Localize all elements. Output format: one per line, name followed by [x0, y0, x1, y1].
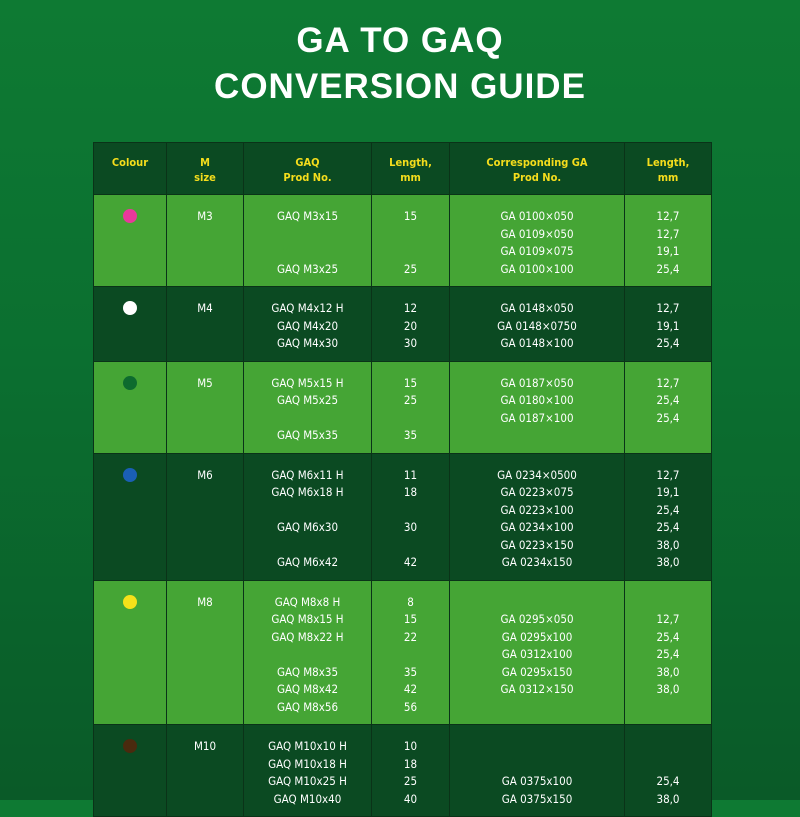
m-size-cell	[167, 725, 244, 817]
ga-prod-no-value: GA 0234×0500	[497, 467, 577, 482]
m-size-cell	[167, 361, 244, 453]
header-ga-length: Length, mm	[625, 143, 712, 195]
ga-length-value: 12,7	[656, 226, 680, 241]
gaq-prod-no-value: GAQ M5x15 H	[271, 375, 344, 390]
ga-length-value: 19,1	[656, 318, 680, 333]
gaq-prod-no-value: GAQ M10x25 H	[268, 774, 347, 788]
colour-dot	[123, 739, 137, 753]
m-size-cell	[167, 287, 244, 362]
ga-prod-no-value: GA 0234x150	[501, 555, 573, 569]
ga-prod-no-value	[450, 594, 624, 612]
gaq-length-value: 8	[407, 594, 414, 609]
gaq-length-value: 11	[403, 467, 418, 482]
gaq-length-value: 22	[403, 629, 418, 644]
ga-length-value: 25,4	[656, 520, 680, 534]
ga-length-value: 25,4	[656, 393, 680, 407]
ga-length-value: 12,7	[656, 375, 680, 390]
ga-prod-no-value: GA 0375x150	[501, 791, 573, 806]
ga-prod-no-value: GA 0312×150	[500, 682, 574, 696]
gaq-prod-no-cell	[244, 580, 372, 725]
gaq-prod-no-value: GAQ M6x30	[276, 520, 339, 534]
gaq-length-value: 56	[403, 699, 418, 714]
ga-prod-no-cell	[450, 287, 625, 362]
gaq-prod-no-value	[244, 410, 371, 428]
gaq-length-value: 25	[403, 774, 418, 788]
ga-prod-no-value	[450, 756, 624, 774]
ga-prod-no-value: GA 0375x100	[501, 774, 573, 788]
ga-length-cell	[625, 725, 712, 817]
gaq-length-value: 18	[403, 756, 418, 771]
ga-prod-no-value: GA 0223×150	[500, 537, 574, 552]
ga-length-value: 38,0	[656, 537, 680, 552]
m-size-cell	[167, 453, 244, 580]
header-m-size: M size	[167, 143, 244, 195]
gaq-prod-no-value: GAQ M6x42	[276, 555, 339, 569]
ga-prod-no-cell	[450, 195, 625, 287]
ga-length-value	[625, 699, 711, 717]
colour-cell	[94, 361, 167, 453]
gaq-prod-no-value: GAQ M8x56	[276, 699, 339, 714]
gaq-prod-no-value: GAQ M8x35	[276, 664, 339, 679]
table-row	[94, 453, 712, 580]
gaq-prod-no-value	[244, 646, 371, 664]
gaq-prod-no-value: GAQ M8x42	[276, 682, 339, 696]
gaq-prod-no-value: GAQ M6x11 H	[271, 467, 344, 482]
gaq-length-value: 35	[403, 664, 418, 679]
header-gaq-prod-no: GAQ Prod No.	[244, 143, 372, 195]
gaq-length-value	[372, 410, 449, 428]
ga-prod-no-value: GA 0187×050	[500, 375, 574, 390]
m-size-value: M8	[197, 594, 213, 609]
gaq-prod-no-value: GAQ M4x30	[276, 336, 339, 350]
title-line-1: GA TO GAQ	[296, 21, 504, 60]
ga-prod-no-value: GA 0223×100	[500, 502, 574, 517]
table-row	[94, 361, 712, 453]
ga-length-value: 12,7	[656, 467, 680, 482]
table-row	[94, 195, 712, 287]
ga-prod-no-value: GA 0180×100	[500, 393, 574, 407]
gaq-length-cell	[372, 725, 450, 817]
header-gaq-length: Length, mm	[372, 143, 450, 195]
gaq-length-value: 30	[403, 336, 418, 350]
gaq-length-value: 15	[403, 612, 418, 626]
gaq-prod-no-value: GAQ M5x35	[276, 428, 339, 442]
ga-prod-no-cell	[450, 580, 625, 725]
table-row	[94, 725, 712, 817]
gaq-length-value	[372, 243, 449, 261]
m-size-value: M3	[197, 209, 213, 223]
ga-length-value: 25,4	[656, 336, 680, 350]
ga-length-cell	[625, 361, 712, 453]
gaq-length-value: 42	[403, 682, 418, 696]
ga-prod-no-cell	[450, 725, 625, 817]
gaq-length-value	[372, 646, 449, 664]
gaq-prod-no-value	[244, 243, 371, 261]
ga-length-value: 25,4	[656, 261, 680, 276]
ga-prod-no-value	[450, 427, 624, 445]
ga-prod-no-cell	[450, 453, 625, 580]
colour-dot	[123, 209, 137, 223]
gaq-length-value: 35	[403, 428, 418, 442]
colour-cell	[94, 725, 167, 817]
colour-dot	[123, 376, 137, 390]
ga-prod-no-value: GA 0312x100	[501, 647, 573, 661]
ga-length-cell	[625, 287, 712, 362]
colour-dot	[123, 301, 137, 315]
gaq-prod-no-value: GAQ M3x25	[276, 261, 339, 276]
gaq-prod-no-cell	[244, 195, 372, 287]
gaq-prod-no-value	[244, 537, 371, 555]
ga-prod-no-value: GA 0295×050	[500, 612, 574, 626]
gaq-prod-no-value	[244, 226, 371, 244]
gaq-prod-no-cell	[244, 453, 372, 580]
colour-cell	[94, 195, 167, 287]
gaq-prod-no-value: GAQ M8x8 H	[274, 594, 341, 609]
gaq-length-value	[372, 537, 449, 555]
ga-length-value: 25,4	[656, 774, 680, 788]
ga-prod-no-value: GA 0148×0750	[497, 318, 577, 333]
gaq-prod-no-value: GAQ M10x18 H	[268, 756, 347, 771]
ga-length-value: 38,0	[656, 664, 680, 679]
gaq-prod-no-cell	[244, 361, 372, 453]
gaq-length-cell	[372, 361, 450, 453]
gaq-length-value: 40	[403, 791, 418, 806]
table-header-row	[94, 143, 712, 195]
m-size-value: M6	[197, 467, 213, 482]
ga-length-value: 19,1	[656, 244, 680, 258]
gaq-prod-no-value: GAQ M3x15	[276, 209, 339, 223]
ga-length-value: 12,7	[656, 301, 680, 315]
ga-length-value: 38,0	[656, 555, 680, 569]
ga-length-value	[625, 756, 711, 774]
ga-prod-no-value: GA 0148×100	[500, 336, 574, 350]
header-colour: Colour	[94, 143, 167, 195]
gaq-prod-no-value: GAQ M10x40	[273, 791, 342, 806]
colour-cell	[94, 580, 167, 725]
gaq-length-cell	[372, 453, 450, 580]
ga-prod-no-value: GA 0148×050	[500, 301, 574, 315]
m-size-cell	[167, 195, 244, 287]
ga-prod-no-value: GA 0187×100	[500, 410, 574, 425]
gaq-length-value: 25	[403, 261, 418, 276]
ga-length-value: 19,1	[656, 485, 680, 499]
ga-length-value	[625, 594, 711, 612]
gaq-length-value: 15	[403, 209, 418, 223]
m-size-value: M4	[197, 301, 213, 315]
colour-cell	[94, 453, 167, 580]
gaq-prod-no-value: GAQ M10x10 H	[268, 739, 347, 753]
ga-prod-no-value: GA 0100×100	[500, 261, 574, 276]
gaq-prod-no-value: GAQ M4x12 H	[271, 301, 344, 315]
gaq-length-cell	[372, 580, 450, 725]
gaq-length-value: 42	[403, 555, 418, 569]
colour-cell	[94, 287, 167, 362]
gaq-length-cell	[372, 195, 450, 287]
ga-length-cell	[625, 580, 712, 725]
m-size-value: M5	[197, 375, 213, 390]
conversion-table	[93, 142, 712, 817]
ga-length-value: 12,7	[656, 612, 680, 626]
ga-prod-no-value: GA 0295x150	[501, 664, 573, 679]
gaq-length-value: 20	[403, 318, 418, 333]
ga-prod-no-value: GA 0109×075	[500, 244, 574, 258]
ga-length-cell	[625, 453, 712, 580]
ga-prod-no-value: GA 0295x100	[501, 629, 573, 644]
gaq-prod-no-value: GAQ M4x20	[276, 318, 339, 333]
gaq-length-value: 18	[403, 485, 418, 499]
ga-length-value: 12,7	[656, 209, 680, 223]
colour-dot	[123, 468, 137, 482]
ga-length-cell	[625, 195, 712, 287]
m-size-cell	[167, 580, 244, 725]
ga-prod-no-value	[450, 738, 624, 756]
gaq-prod-no-value	[244, 502, 371, 520]
gaq-length-value: 30	[403, 520, 418, 534]
gaq-length-cell	[372, 287, 450, 362]
ga-length-value: 38,0	[656, 791, 680, 806]
gaq-length-value: 25	[403, 393, 418, 407]
ga-length-value: 25,4	[656, 629, 680, 644]
colour-dot	[123, 595, 137, 609]
ga-prod-no-value: GA 0100×050	[500, 209, 574, 223]
ga-prod-no-value: GA 0223×075	[500, 485, 574, 499]
gaq-length-value	[372, 226, 449, 244]
gaq-prod-no-value: GAQ M5x25	[276, 393, 339, 407]
gaq-prod-no-value: GAQ M8x15 H	[271, 612, 344, 626]
ga-prod-no-value: GA 0109×050	[500, 226, 574, 241]
gaq-prod-no-value: GAQ M6x18 H	[271, 485, 344, 499]
ga-length-value: 25,4	[656, 502, 680, 517]
title-line-2: CONVERSION GUIDE	[214, 67, 586, 106]
ga-length-value	[625, 427, 711, 445]
ga-length-value: 38,0	[656, 682, 680, 696]
ga-length-value	[625, 738, 711, 756]
ga-prod-no-value: GA 0234×100	[500, 520, 574, 534]
page-title	[0, 18, 800, 110]
gaq-length-value: 12	[403, 301, 418, 315]
gaq-length-value: 10	[403, 739, 418, 753]
table-row	[94, 287, 712, 362]
gaq-prod-no-cell	[244, 725, 372, 817]
ga-prod-no-value	[450, 699, 624, 717]
gaq-prod-no-value: GAQ M8x22 H	[271, 629, 344, 644]
ga-length-value: 25,4	[656, 647, 680, 661]
gaq-length-value	[372, 502, 449, 520]
table-row	[94, 580, 712, 725]
m-size-value: M10	[193, 739, 217, 753]
header-ga-prod-no: Corresponding GA Prod No.	[450, 143, 625, 195]
ga-length-value: 25,4	[656, 410, 680, 425]
gaq-prod-no-cell	[244, 287, 372, 362]
gaq-length-value: 15	[403, 375, 418, 390]
ga-prod-no-cell	[450, 361, 625, 453]
